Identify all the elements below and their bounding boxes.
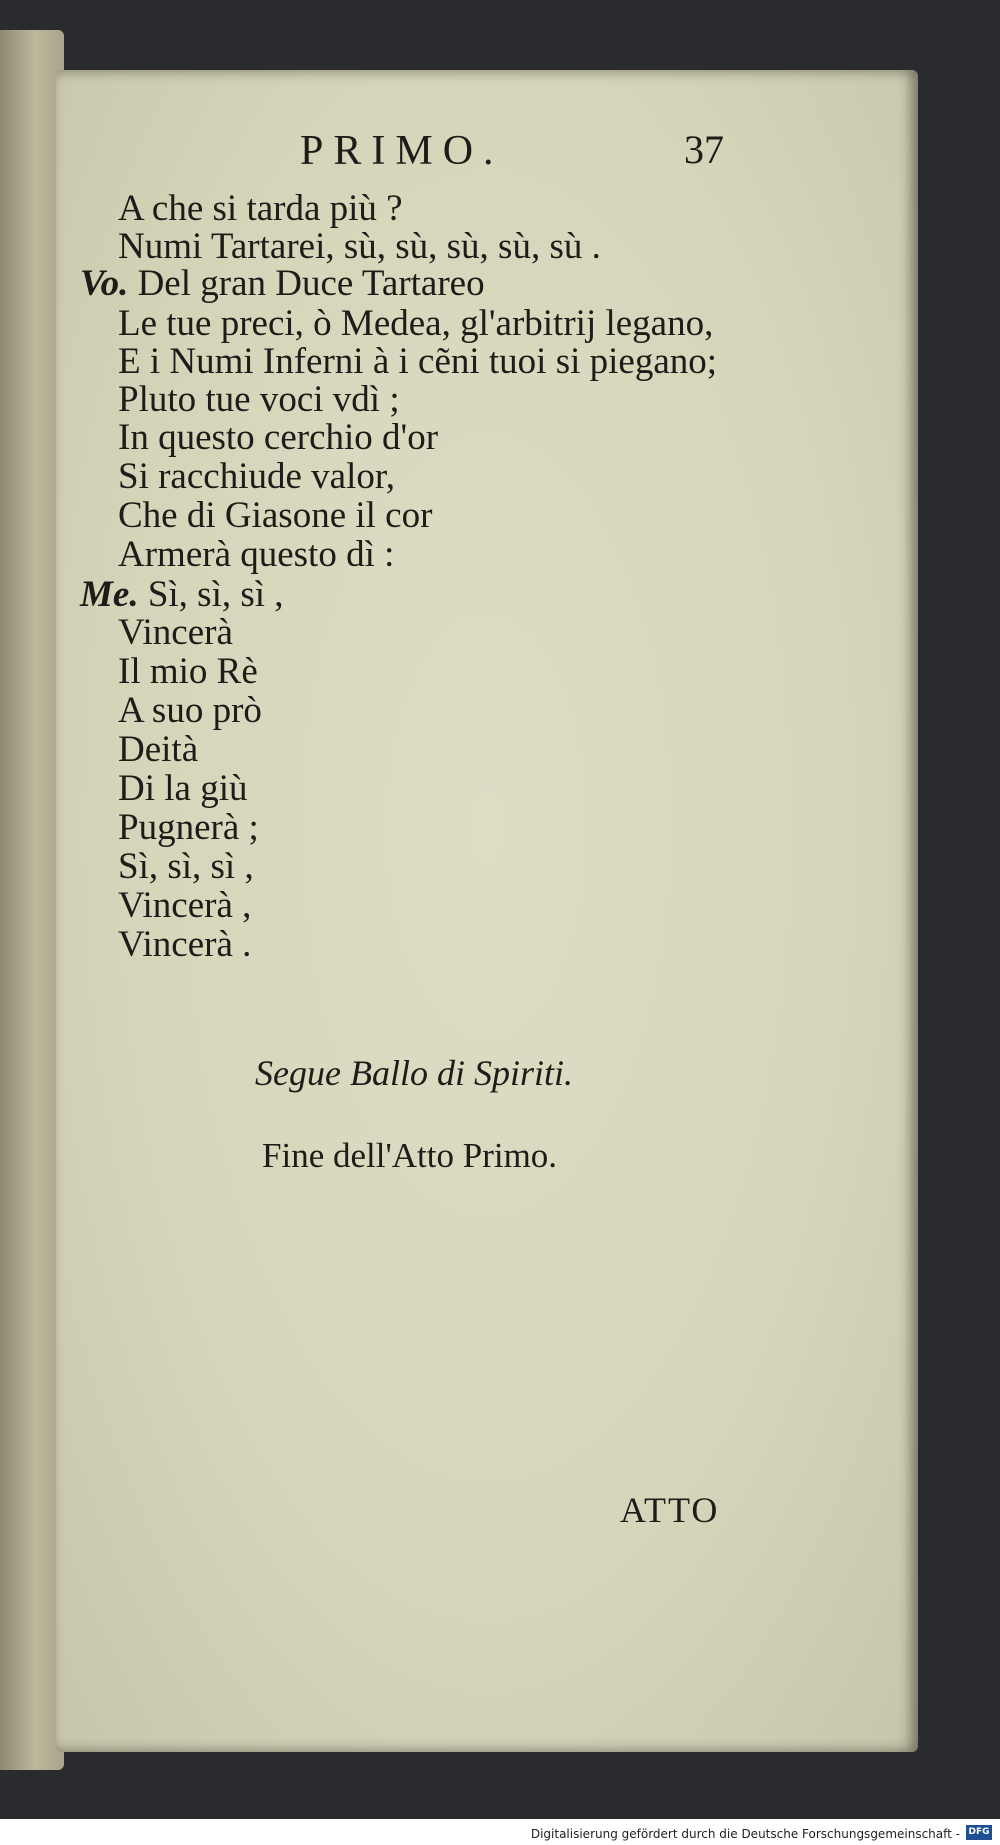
footer-credit: Digitalisierung gefördert durch die Deutsche Forschungsgemeinschaft -	[530, 1827, 960, 1841]
speaker-line	[80, 576, 284, 613]
previous-page-edge	[0, 30, 64, 1770]
verse-line: Di la giù	[118, 768, 248, 809]
verse-line: Sì, sì, sì ,	[118, 846, 254, 887]
verse-line: Armerà questo dì :	[118, 534, 395, 575]
running-header: PRIMO.	[300, 128, 504, 174]
verse-line: A che si tarda più ?	[118, 188, 403, 229]
verse-line: Si racchiude valor,	[118, 456, 395, 497]
verse-line: Le tue preci, ò Medea, gl'arbitrij legano,	[118, 303, 714, 344]
verse-line: Sì, sì, sì ,	[147, 574, 284, 615]
speaker-label-vo: Vo.	[80, 263, 129, 304]
act-end-line: Fine dell'Atto Primo.	[262, 1136, 558, 1175]
speaker-line	[80, 265, 485, 302]
verse-line: Che di Giasone il cor	[118, 495, 433, 536]
dfg-logo-icon: DFG	[966, 1825, 992, 1840]
verse-line: Numi Tartarei, sù, sù, sù, sù, sù .	[118, 226, 601, 267]
digitization-footer	[0, 1819, 1000, 1845]
verse-line: Vincerà .	[118, 924, 252, 965]
speaker-label-me: Me.	[80, 574, 139, 615]
verse-line: Pluto tue voci vdì ;	[118, 379, 400, 420]
catchword: ATTO	[620, 1490, 720, 1530]
verse-line: Il mio Rè	[118, 651, 258, 692]
verse-line: E i Numi Inferni à i cẽni tuoi si piegano;	[118, 341, 718, 382]
verse-line: Deità	[118, 729, 199, 770]
verse-line: A suo prò	[118, 690, 262, 731]
verse-line: In questo cerchio d'or	[118, 417, 439, 458]
verse-line: Vincerà	[118, 612, 233, 653]
stage-direction: Segue Ballo di Spiriti.	[255, 1053, 573, 1093]
page-number: 37	[684, 127, 724, 172]
verse-line: Del gran Duce Tartareo	[137, 263, 485, 304]
verse-line: Pugnerà ;	[118, 807, 259, 848]
verse-line: Vincerà ,	[118, 885, 252, 926]
